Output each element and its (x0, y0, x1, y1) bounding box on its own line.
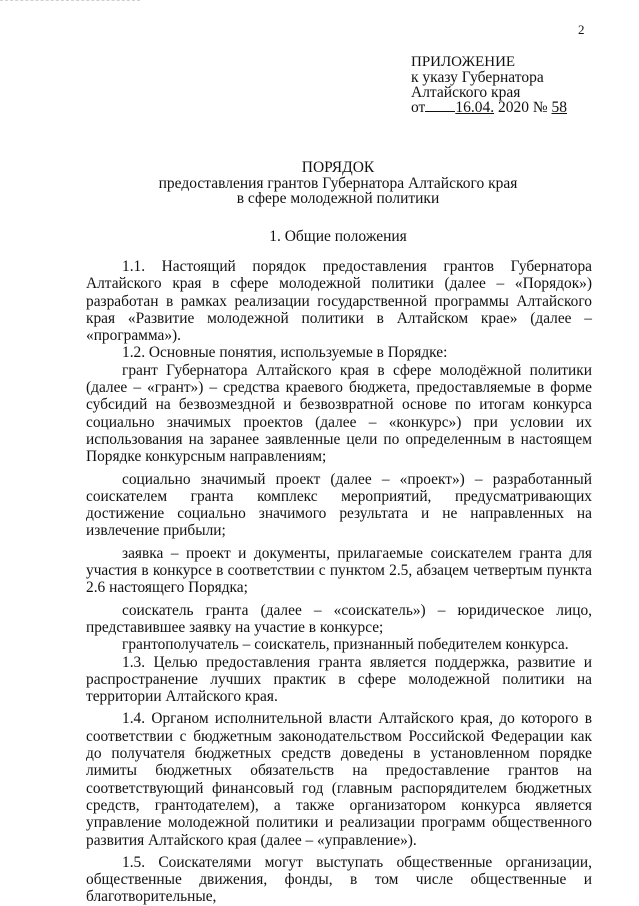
body-text (86, 258, 592, 906)
title-line-1: предоставления грантов Губернатора Алтайского края (158, 174, 518, 192)
title-main: ПОРЯДОК (301, 159, 375, 176)
paragraph: 1.3. Целью предоставления гранта является поддержка, развитие и распространение лучших практик в сфере молодежной политики на территории Алтайского края. (86, 653, 592, 706)
appendix-date-line (411, 100, 567, 115)
page-number: 2 (578, 22, 585, 37)
paragraph: 1.1. Настоящий порядок предоставления грантов Губернатора Алтайского края в сфере молодежной политики (далее – «Порядок») разработан в рамках реализации государственной программы Алтайского края «Развитие молодежной политики в Алтайском крае» (далее – «программа»). (86, 258, 592, 345)
decree-number: 58 (551, 99, 567, 116)
appendix-line-decree: к указу Губернатора (411, 69, 544, 86)
paragraph: грант Губернатора Алтайского края в сфере молодёжной политики (далее – «грант») – средства краевого бюджета, предоставляемые в форме субсидий на безвозмездной и безвозвратной основе по итогам конкурса социально значимых проектов (далее – «конкурс») при условии их использования на заранее заявленные цели по определенным в настоящем Порядке конкурсным направлениям; (86, 361, 592, 466)
section-title: 1. Общие положения (269, 228, 407, 245)
number-sign: № (532, 99, 548, 116)
title-line-2: в сфере молодежной политики (236, 190, 440, 207)
appendix-title: ПРИЛОЖЕНИЕ (411, 54, 516, 70)
appendix-block (411, 55, 567, 115)
scan-edge-mark (0, 0, 140, 4)
decree-year: 2020 (497, 99, 529, 116)
date-prefix: от (411, 99, 426, 116)
paragraph: социально значимый проект (далее – «проект») – разработанный соискателем гранта комплекс мероприятий, предусматривающих достижение социально значимого результата и не направленных на извлечение прибыли; (86, 470, 592, 540)
paragraph: грантополучатель – соискатель, признанный победителем конкурса. (122, 636, 569, 654)
paragraph: 1.5. Соискателями могут выступать общественные организации, общественные движения, фонды, в том числе общественные и благотворительные, (86, 853, 592, 906)
paragraph: 1.2. Основные понятия, используемые в Порядке: (122, 344, 448, 362)
appendix-line-region: Алтайского края (411, 84, 521, 101)
document-title (110, 160, 566, 207)
paragraph: заявка – проект и документы, прилагаемые соискателем гранта для участия в конкурсе в соответствии с пунктом 2.5, абзацем четвертым пункта 2.6 настоящего Порядка; (86, 544, 592, 597)
paragraph: 1.4. Органом исполнительной власти Алтайского края, до которого в соответствии с бюджетным законодательством Российской Федерации как до получателя бюджетных средств доведены в установленном порядке лимиты бюджетных обязательств на предоставление грантов на соответствующий финансовый год (главным распорядителем бюджетных средств, грантодателем), а также организатором конкурса является управление молодежной политики и реализации программ общественного развития Алтайского края (далее – «управление»). (86, 710, 592, 849)
date-blank-underline (425, 100, 455, 112)
paragraph: соискатель гранта (далее – «соискатель») – юридическое лицо, представившее заявку на участие в конкурсе; (86, 601, 592, 636)
decree-date: 16.04. (455, 99, 495, 116)
